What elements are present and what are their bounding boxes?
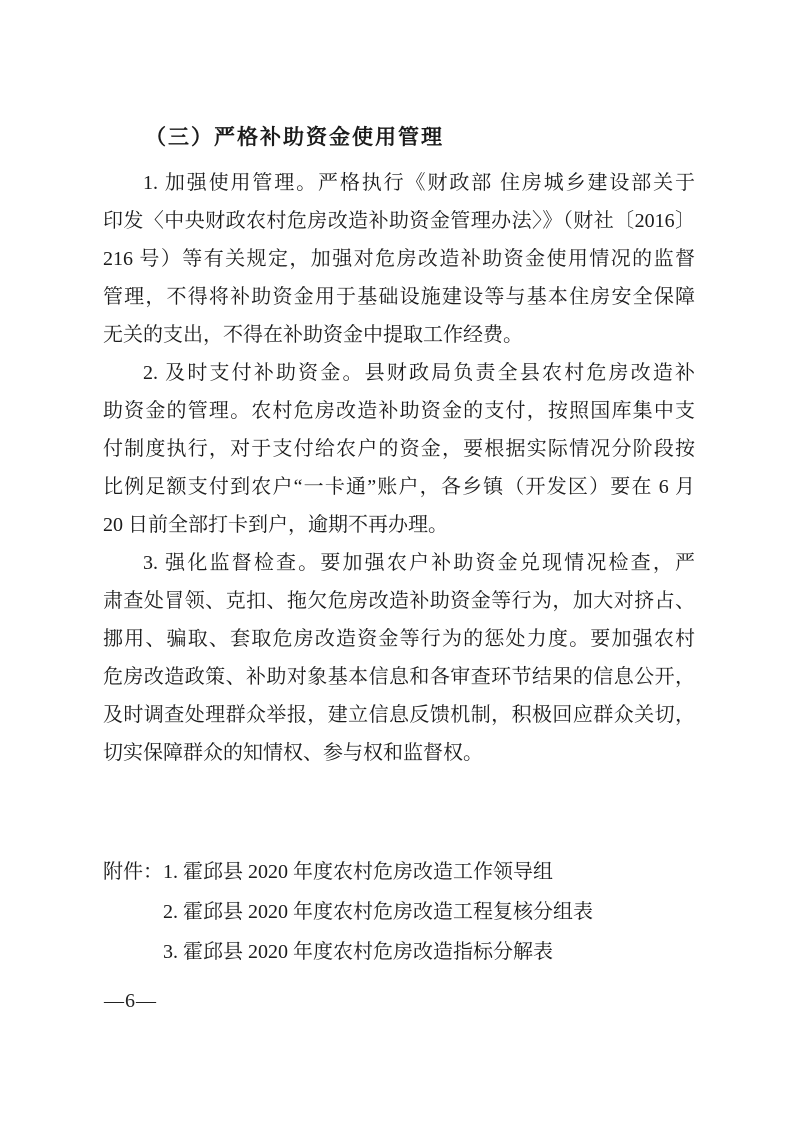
paragraph-line: 比例足额支付到农户“一卡通”账户，各乡镇（开发区）要在 6 月 [103,476,695,498]
paragraph-line: 2. 及时支付补助资金。县财政局负责全县农村危房改造补 [143,362,695,384]
paragraph-line: 20 日前全部打卡到户，逾期不再办理。 [103,514,448,536]
attachment-row [103,892,723,932]
paragraph-line: 无关的支出，不得在补助资金中提取工作经费。 [103,324,523,346]
paragraph-line: 挪用、骗取、套取危房改造资金等行为的惩处力度。要加强农村 [103,628,695,650]
attachment-row [103,852,723,892]
paragraph-line: 肃查处冒领、克扣、拖欠危房改造补助资金等行为，加大对挤占、 [103,590,695,612]
page-number: —6— [104,990,157,1012]
paragraph-line: 切实保障群众的知情权、参与权和监督权。 [103,742,483,764]
document-body [103,118,695,772]
attachment-item: 2. 霍邱县 2020 年度农村危房改造工程复核分组表 [163,901,593,923]
paragraph-line: 3. 强化监督检查。要加强农户补助资金兑现情况检查，严 [143,552,695,574]
paragraph-line: 管理，不得将补助资金用于基础设施建设等与基本住房安全保障 [103,286,695,308]
attachment-item: 3. 霍邱县 2020 年度农村危房改造指标分解表 [163,941,553,963]
attachments-label: 附件： [103,861,163,883]
paragraph-line: 1. 加强使用管理。严格执行《财政部 住房城乡建设部关于 [143,172,695,194]
paragraph-line: 216 号）等有关规定，加强对危房改造补助资金使用情况的监督 [103,248,695,270]
paragraph-line: 危房改造政策、补助对象基本信息和各审查环节结果的信息公开， [103,666,695,688]
section-heading: （三）严格补助资金使用管理 [145,125,444,149]
paragraph-line: 及时调查处理群众举报，建立信息反馈机制，积极回应群众关切， [103,704,695,726]
page-footer [104,986,157,1016]
paragraph-line: 付制度执行，对于支付给农户的资金，要根据实际情况分阶段按 [103,438,695,460]
paragraph-line: 印发〈中央财政农村危房改造补助资金管理办法〉》（财社〔2016〕 [103,210,695,232]
paragraph-line: 助资金的管理。农村危房改造补助资金的支付，按照国库集中支 [103,400,695,422]
attachments-block [103,852,723,972]
attachment-row [103,932,723,972]
attachment-item: 1. 霍邱县 2020 年度农村危房改造工作领导组 [163,861,553,883]
